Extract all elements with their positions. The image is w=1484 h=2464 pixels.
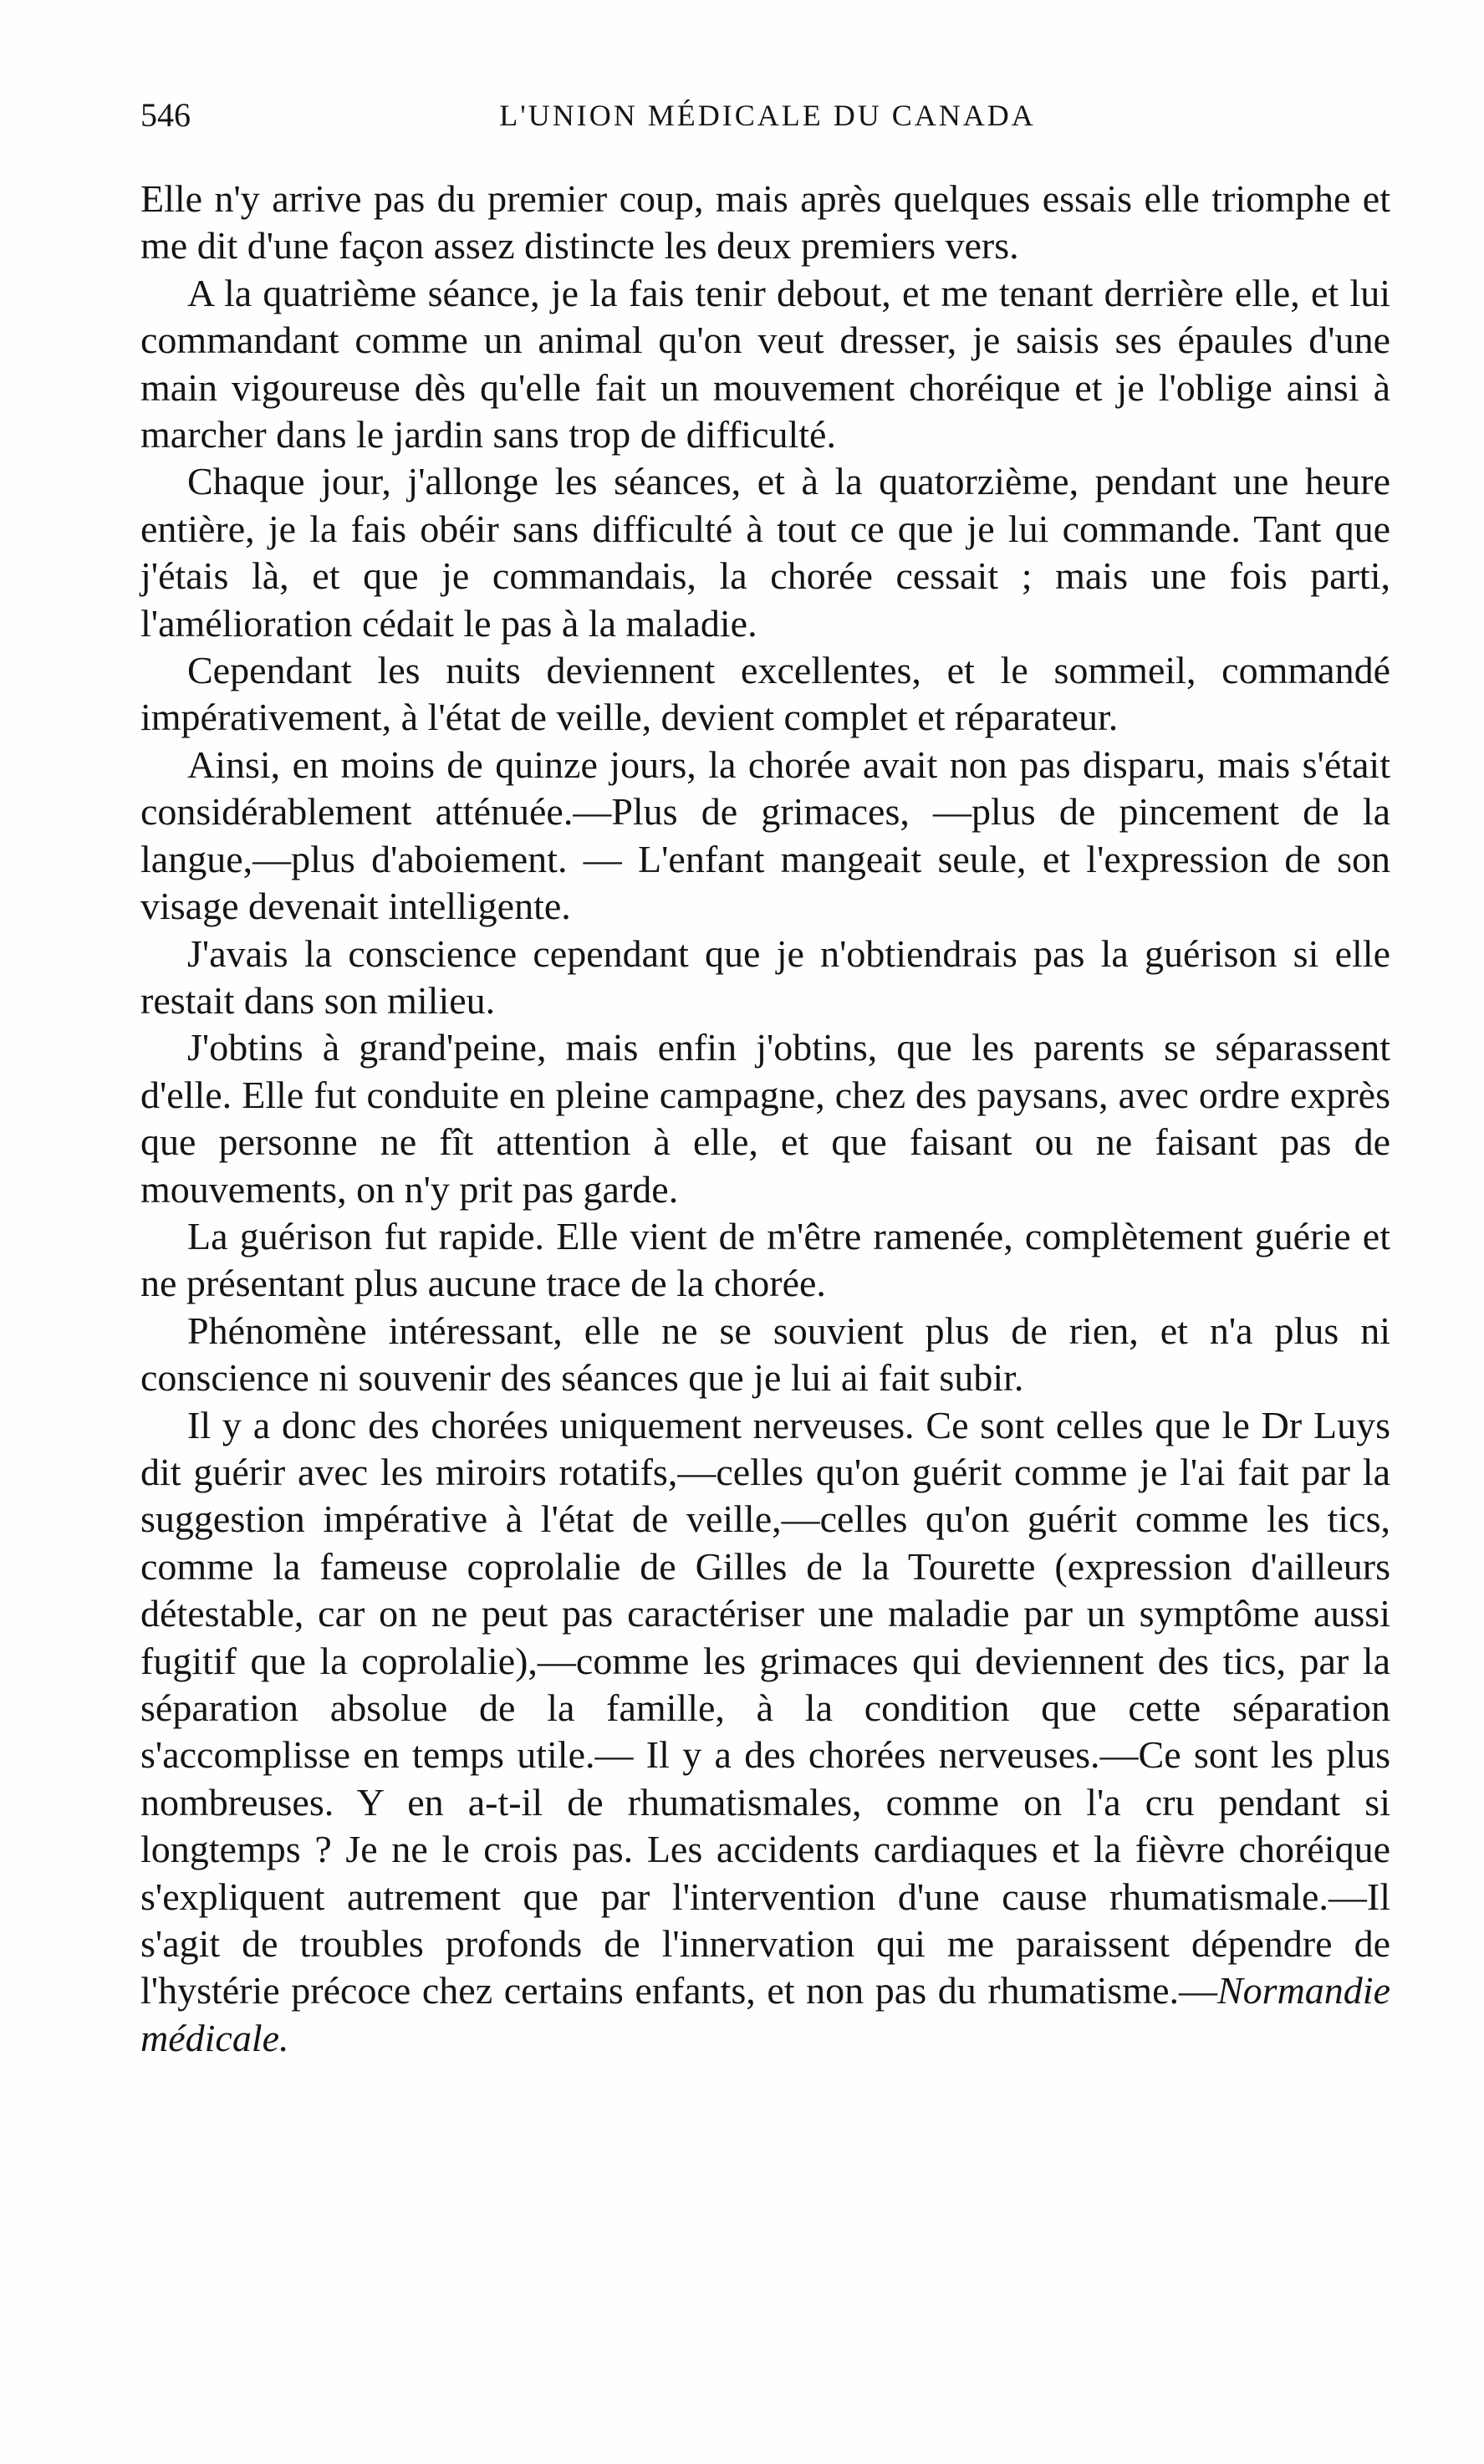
page-number: 546 bbox=[140, 96, 191, 134]
paragraph: J'avais la conscience cependant que je n'obtiendrais pas la guérison si elle restait dans son milieu. bbox=[140, 931, 1390, 1022]
paragraph-final bbox=[140, 1402, 1390, 2063]
paragraph: Ainsi, en moins de quinze jours, la chorée avait non pas disparu, mais s'était considérablement atténuée.—Plus de grimaces, —plus de pincement de la langue,—plus d'aboiement. — L'enfant mangeait seule, et l'expression de son visage devenait intelligente. bbox=[140, 742, 1390, 928]
running-head bbox=[140, 90, 1395, 140]
paragraph: Chaque jour, j'allonge les séances, et à la quatorzième, pendant une heure entière, je la fais obéir sans difficulté à tout ce que je lui commande. Tant que j'étais là, et que je commandais, la chorée cessait ; mais une fois parti, l'amélioration cédait le pas à la maladie. bbox=[140, 460, 1390, 645]
paragraph: Elle n'y arrive pas du premier coup, mais après quelques essais elle triomphe et me dit d'une façon assez distincte les deux premiers vers. bbox=[140, 177, 1390, 268]
paragraph: Cependant les nuits deviennent excellentes, et le sommeil, commandé impérativement, à l'état de veille, devient complet et réparateur. bbox=[140, 649, 1390, 739]
paragraph: A la quatrième séance, je la fais tenir debout, et me tenant derrière elle, et lui commandant comme un animal qu'on veut dresser, je saisis ses épaules d'une main vigoureuse dès qu'elle fait un mouvement choréique et je l'oblige ainsi à marcher dans le jardin sans trop de difficulté. bbox=[140, 271, 1390, 457]
source-citation: Normandie médicale. bbox=[140, 1969, 1390, 2059]
paragraph: Phénomène intéressant, elle ne se souvient plus de rien, et n'a plus ni conscience ni souvenir des séances que je lui ai fait subir. bbox=[140, 1309, 1390, 1400]
paragraph: La guérison fut rapide. Elle vient de m'être ramenée, complètement guérie et ne présentant plus aucune trace de la chorée. bbox=[140, 1214, 1390, 1305]
journal-title: L'UNION MÉDICALE DU CANADA bbox=[499, 99, 1036, 132]
article-body bbox=[140, 176, 1390, 2062]
paragraph-text: Il y a donc des chorées uniquement nerveuses. Ce sont celles que le Dr Luys dit guérir avec les miroirs rotatifs,—celles qu'on guérit comme je l'ai fait par la suggestion impérative à l'état de veille,—celles qu'on guérit comme les tics, comme la fameuse coprolalie de Gilles de la Tourette (expression d'ailleurs détestable, car on ne peut pas caractériser une maladie par un symptôme aussi fugitif que la coprolalie),—comme les grimaces qui deviennent des tics, par la séparation absolue de la famille, à la condition que cette séparation s'accomplisse en temps utile.— Il y a des chorées nerveuses.—Ce sont les plus nombreuses. Y en a-t-il de rhumatismales, comme on l'a cru pendant si longtemps ? Je ne le crois pas. Les accidents cardiaques et la fièvre choréique s'expliquent autrement que par l'intervention d'une cause rhumatismale.—Il s'agit de troubles profonds de l'innervation qui me paraissent dépendre de l'hystérie précoce chez certains enfants, et non pas du rhumatisme.— bbox=[140, 1403, 1390, 2013]
paragraph: J'obtins à grand'peine, mais enfin j'obtins, que les parents se séparassent d'elle. Elle fut conduite en pleine campagne, chez des paysans, avec ordre exprès que personne ne fît attention à elle, et que faisant ou ne faisant pas de mouvements, on n'y prit pas garde. bbox=[140, 1026, 1390, 1211]
